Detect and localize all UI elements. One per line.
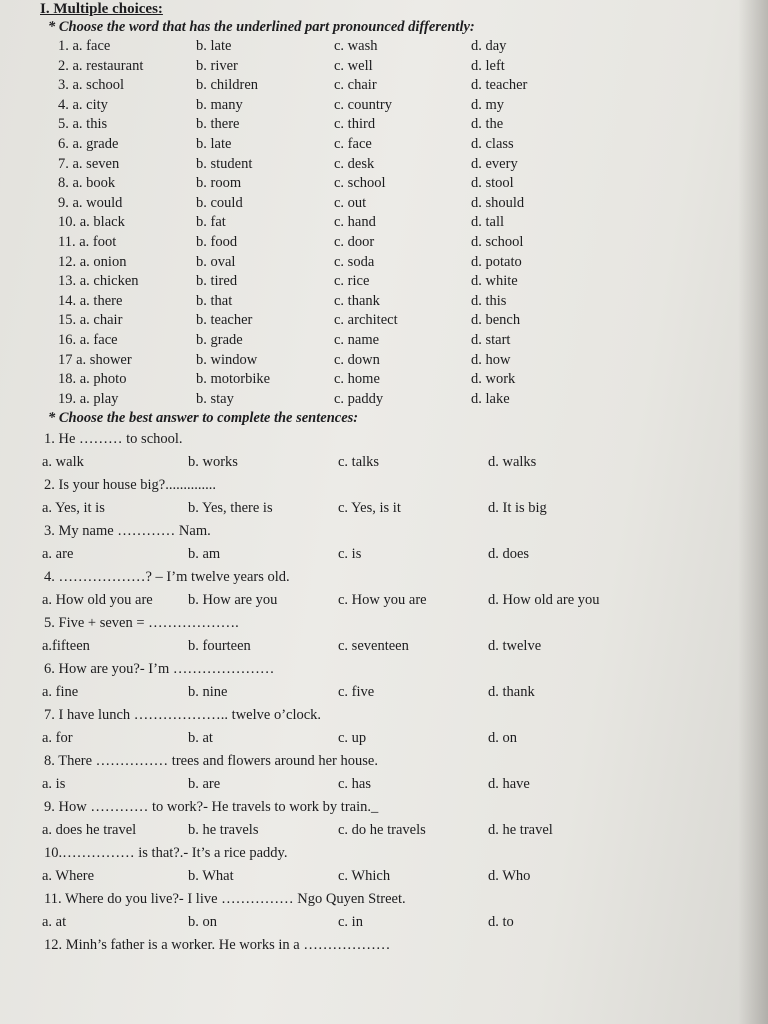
option-a[interactable]: 9. a. would [58, 194, 123, 211]
answer-a[interactable]: a. Where [42, 868, 95, 885]
option-d[interactable]: d. should [471, 194, 525, 211]
option-b[interactable]: b. tired [196, 273, 238, 290]
option-d[interactable]: d. every [471, 155, 518, 172]
option-c[interactable]: c. name [334, 331, 380, 348]
answer-c[interactable]: c. talks [338, 454, 380, 471]
option-d[interactable]: d. my [471, 96, 505, 113]
option-b[interactable]: b. teacher [196, 312, 253, 329]
answer-options [40, 726, 768, 750]
answer-c[interactable]: c. Yes, is it [338, 500, 401, 517]
option-d[interactable]: d. potato [471, 253, 522, 270]
option-d[interactable]: d. work [471, 371, 516, 388]
question-text: 8. There …………… trees and flowers around her house. [44, 753, 378, 770]
answer-options [40, 634, 768, 658]
pronunciation-item [40, 331, 768, 351]
option-d[interactable]: d. white [471, 273, 518, 290]
option-d[interactable]: d. stool [471, 175, 514, 192]
option-b[interactable]: b. there [196, 116, 240, 133]
option-b[interactable]: b. river [196, 57, 238, 74]
option-d[interactable]: d. teacher [471, 77, 528, 94]
option-c[interactable]: c. desk [334, 155, 375, 172]
option-c[interactable]: c. chair [334, 77, 377, 94]
option-d[interactable]: d. tall [471, 214, 505, 231]
option-d[interactable]: d. this [471, 292, 507, 309]
answer-options [40, 680, 768, 704]
option-c[interactable]: c. paddy [334, 390, 384, 407]
option-c[interactable]: c. soda [334, 253, 375, 270]
option-a[interactable]: 4. a. city [58, 96, 108, 113]
answer-c[interactable]: c. in [338, 914, 363, 931]
option-d[interactable]: d. start [471, 331, 511, 348]
pronunciation-item [40, 233, 768, 253]
answer-b[interactable]: b. he travels [188, 822, 259, 839]
question-text: 9. How ………… to work?- He travels to work by train._ [44, 799, 379, 816]
section-title: I. Multiple choices: [40, 1, 163, 17]
pronunciation-item [40, 96, 768, 116]
pronunciation-instruction: * Choose the word that has the underlined part pronounced differently: [48, 19, 475, 35]
option-c[interactable]: c. face [334, 135, 372, 152]
option-c[interactable]: c. well [334, 57, 373, 74]
pronunciation-item [40, 351, 768, 371]
answer-d[interactable]: d. thank [488, 684, 535, 701]
question-text: 7. I have lunch ……………….. twelve o’clock. [44, 707, 322, 724]
option-c[interactable]: c. out [334, 194, 367, 211]
option-a[interactable]: 3. a. school [58, 77, 125, 94]
option-b[interactable]: b. student [196, 155, 253, 172]
answer-c[interactable]: c. has [338, 776, 372, 793]
answer-a[interactable]: a. How old you are [42, 592, 153, 609]
pronunciation-item [40, 174, 768, 194]
option-d[interactable]: d. bench [471, 312, 521, 329]
pronunciation-item [40, 115, 768, 135]
option-d[interactable]: d. day [471, 38, 507, 54]
question-text: 6. How are you?- I’m ………………… [44, 661, 275, 678]
option-a[interactable]: 5. a. this [58, 116, 108, 133]
pronunciation-item [40, 390, 768, 410]
option-d[interactable]: d. school [471, 233, 524, 250]
option-c[interactable]: c. country [334, 96, 392, 113]
answer-b[interactable]: b. How are you [188, 592, 278, 609]
answer-a[interactable]: a. fine [42, 684, 79, 701]
pronunciation-item [40, 213, 768, 233]
option-a[interactable]: 17 a. shower [58, 351, 132, 368]
question-text: 5. Five + seven = ………………. [44, 615, 239, 632]
pronunciation-item [40, 272, 768, 292]
pronunciation-item [40, 253, 768, 273]
option-a[interactable]: 16. a. face [58, 331, 118, 348]
question-text: 11. Where do you live?- I live …………… Ngo Quyen Street. [44, 891, 406, 908]
answer-b[interactable]: b. am [188, 546, 221, 563]
option-a[interactable]: 13. a. chicken [58, 273, 139, 290]
option-b[interactable]: b. window [196, 351, 258, 368]
answer-c[interactable]: c. How you are [338, 592, 427, 609]
option-b[interactable]: b. stay [196, 390, 234, 407]
answer-options [40, 818, 768, 842]
option-c[interactable]: c. hand [334, 214, 376, 231]
option-d[interactable]: d. the [471, 116, 504, 133]
pronunciation-item [40, 57, 768, 77]
option-b[interactable]: b. room [196, 175, 242, 192]
option-c[interactable]: c. thank [334, 292, 380, 309]
answer-d[interactable]: d. does [488, 546, 530, 563]
question-text: 10.…………… is that?.- It’s a rice paddy. [44, 845, 288, 862]
answer-c[interactable]: c. Which [338, 868, 391, 885]
option-c[interactable]: c. third [334, 116, 376, 133]
option-a[interactable]: 10. a. black [58, 214, 125, 231]
option-a[interactable]: 7. a. seven [58, 155, 120, 172]
pronunciation-item [40, 155, 768, 175]
option-b[interactable]: b. that [196, 292, 233, 309]
option-a[interactable]: 11. a. foot [58, 233, 117, 250]
option-c[interactable]: c. architect [334, 312, 398, 329]
answer-c[interactable]: c. is [338, 546, 362, 563]
option-a[interactable]: 2. a. restaurant [58, 57, 144, 74]
option-c[interactable]: c. down [334, 351, 380, 368]
option-a[interactable]: 8. a. book [58, 175, 116, 192]
answer-b[interactable]: b. Yes, there is [188, 500, 273, 517]
answer-a[interactable]: a. Yes, it is [42, 500, 105, 517]
answer-b[interactable]: b. fourteen [188, 638, 251, 655]
answer-a[interactable]: a. at [42, 914, 67, 931]
answer-options [40, 450, 768, 474]
option-b[interactable]: b. motorbike [196, 371, 271, 388]
question-text: 3. My name ………… Nam. [44, 523, 211, 540]
option-a[interactable]: 14. a. there [58, 292, 123, 309]
answer-a[interactable]: a. is [42, 776, 66, 793]
answer-b[interactable]: b. nine [188, 684, 228, 701]
pronunciation-item [40, 370, 768, 390]
answer-options [40, 588, 768, 612]
question-text: 12. Minh’s father is a worker. He works in a ……………… [44, 937, 391, 954]
answer-d[interactable]: d. walks [488, 454, 537, 471]
answer-d[interactable]: d. How old are you [488, 592, 600, 609]
option-b[interactable]: b. late [196, 38, 232, 54]
answer-d[interactable]: d. have [488, 776, 530, 793]
pronunciation-item [40, 194, 768, 214]
option-b[interactable]: b. oval [196, 253, 236, 270]
answer-a[interactable]: a. for [42, 730, 73, 747]
answer-a[interactable]: a. does he travel [42, 822, 137, 839]
option-b[interactable]: b. could [196, 194, 243, 211]
pronunciation-list [40, 37, 768, 409]
pronunciation-item [40, 37, 768, 57]
option-b[interactable]: b. fat [196, 214, 226, 231]
answer-c[interactable]: c. do he travels [338, 822, 426, 839]
option-a[interactable]: 19. a. play [58, 390, 119, 407]
option-c[interactable]: c. door [334, 233, 375, 250]
pronunciation-item [40, 292, 768, 312]
answer-c[interactable]: c. seventeen [338, 638, 409, 655]
answer-a[interactable]: a. walk [42, 454, 84, 471]
question-text: 2. Is your house big?.............. [44, 477, 216, 494]
question-text: 1. He ……… to school. [44, 431, 183, 448]
option-a[interactable]: 18. a. photo [58, 371, 127, 388]
pronunciation-item [40, 135, 768, 155]
option-a[interactable]: 1. a. face [58, 38, 111, 54]
answer-b[interactable]: b. are [188, 776, 221, 793]
answer-b[interactable]: b. at [188, 730, 213, 747]
answer-options [40, 910, 768, 934]
option-d[interactable]: d. lake [471, 390, 510, 407]
option-b[interactable]: b. food [196, 233, 238, 250]
answer-c[interactable]: c. up [338, 730, 367, 747]
option-c[interactable]: c. school [334, 175, 386, 192]
answer-d[interactable]: d. Who [488, 868, 531, 885]
option-d[interactable]: d. left [471, 57, 505, 74]
answer-b[interactable]: b. works [188, 454, 238, 471]
answer-a[interactable]: a.fifteen [42, 638, 90, 655]
answer-d[interactable]: d. to [488, 914, 514, 931]
pronunciation-item [40, 76, 768, 96]
answer-b[interactable]: b. What [188, 868, 234, 885]
option-a[interactable]: 12. a. onion [58, 253, 127, 270]
answer-options [40, 864, 768, 888]
option-d[interactable]: d. class [471, 135, 514, 152]
answer-d[interactable]: d. he travel [488, 822, 553, 839]
option-c[interactable]: c. rice [334, 273, 370, 290]
answer-d[interactable]: d. on [488, 730, 517, 747]
answer-c[interactable]: c. five [338, 684, 375, 701]
option-b[interactable]: b. children [196, 77, 259, 94]
option-c[interactable]: c. wash [334, 38, 378, 54]
option-b[interactable]: b. grade [196, 331, 243, 348]
answer-d[interactable]: d. It is big [488, 500, 547, 517]
answer-b[interactable]: b. on [188, 914, 217, 931]
answer-d[interactable]: d. twelve [488, 638, 542, 655]
sentence-list [40, 428, 768, 956]
answer-a[interactable]: a. are [42, 546, 74, 563]
question-text: 4. ………………? – I’m twelve years old. [44, 569, 290, 586]
option-b[interactable]: b. many [196, 96, 243, 113]
answer-options [40, 542, 768, 566]
answer-options [40, 496, 768, 520]
option-c[interactable]: c. home [334, 371, 380, 388]
pronunciation-item [40, 311, 768, 331]
option-d[interactable]: d. how [471, 351, 511, 368]
option-a[interactable]: 15. a. chair [58, 312, 123, 329]
answer-options [40, 772, 768, 796]
sentence-instruction: * Choose the best answer to complete the sentences: [48, 410, 359, 427]
option-a[interactable]: 6. a. grade [58, 135, 119, 152]
option-b[interactable]: b. late [196, 135, 232, 152]
